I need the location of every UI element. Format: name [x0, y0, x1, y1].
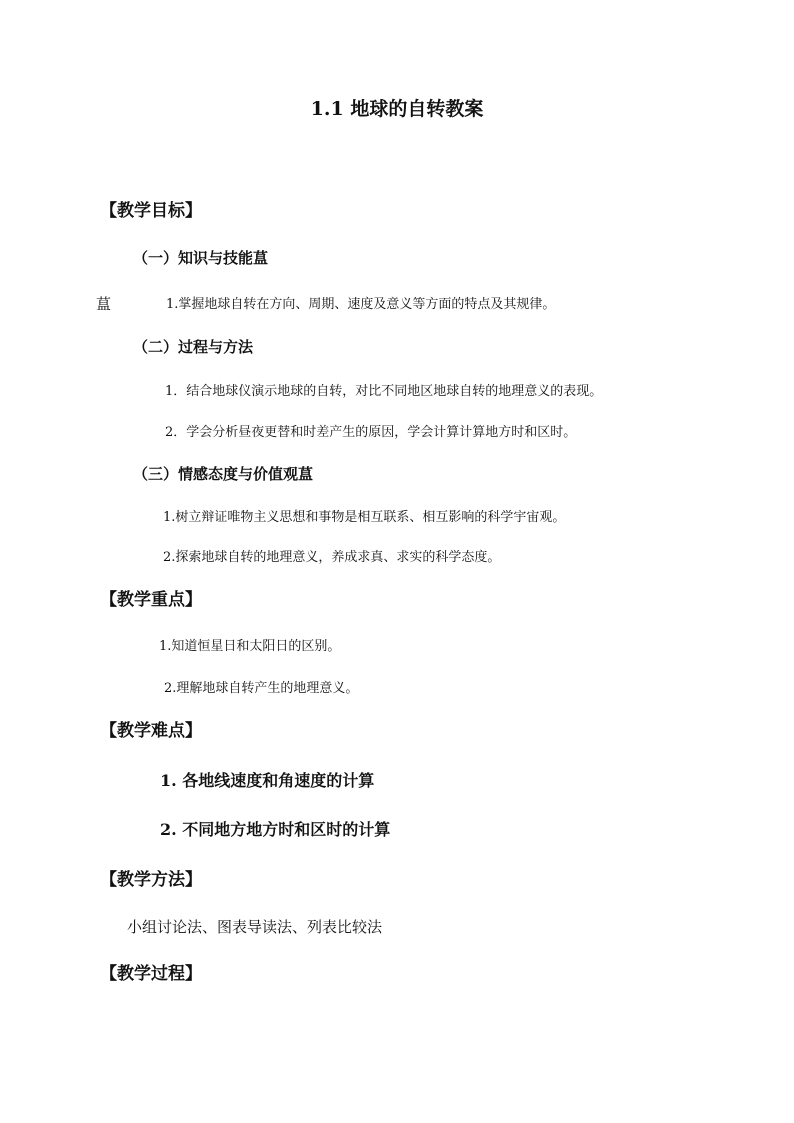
subsection-emotion-label: （三）情感态度与价值观	[133, 465, 299, 483]
subsection-emotion	[133, 467, 313, 482]
noise-mark: 蒀	[253, 249, 269, 267]
emotion-item-1: 1.树立辩证唯物主义思想和事物是相互联系、相互影响的科学宇宙观。	[163, 510, 566, 525]
difficulty-1: 1. 各地线速度和角速度的计算	[160, 771, 375, 790]
section-heading-methods: 【教学方法】	[100, 870, 202, 890]
key-point-2: 2.理解地球自转产生的地理意义。	[164, 681, 359, 696]
difficulty-2: 2. 不同地方地方时和区时的计算	[160, 820, 391, 839]
section-heading-process: 【教学过程】	[100, 964, 202, 984]
knowledge-item-1: 1.掌握地球自转在方向、周期、速度及意义等方面的特点及其规律。	[166, 297, 556, 312]
section-heading-difficulties: 【教学难点】	[100, 721, 202, 741]
process-item-2: 2．学会分析昼夜更替和时差产生的原因，学会计算计算地方时和区时。	[165, 425, 577, 440]
emotion-item-2: 2.探索地球自转的地理意义，养成求真、求实的科学态度。	[163, 550, 501, 565]
process-item-1: 1．结合地球仪演示地球的自转，对比不同地区地球自转的地理意义的表现。	[165, 384, 603, 399]
methods-text: 小组讨论法、图表导读法、列表比较法	[127, 918, 383, 936]
noise-mark: 蒀	[298, 465, 314, 483]
page-title: 1.1 地球的自转教案	[310, 98, 484, 120]
section-heading-goals: 【教学目标】	[100, 201, 202, 221]
section-heading-key-points: 【教学重点】	[100, 590, 202, 610]
subsection-knowledge-label: （一）知识与技能	[133, 249, 254, 267]
key-point-1: 1.知道恒星日和太阳日的区别。	[159, 639, 341, 654]
noise-mark-left: 蒀	[96, 295, 112, 313]
subsection-knowledge	[133, 251, 268, 266]
subsection-process: （二）过程与方法	[133, 338, 254, 356]
